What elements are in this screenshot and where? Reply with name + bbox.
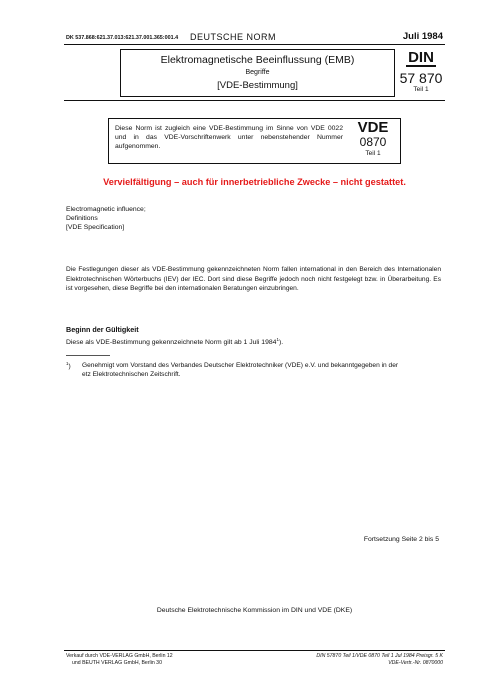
document-vde-label: [VDE-Bestimmung] [217,80,298,91]
footnote-number: 1 [66,361,69,366]
vde-number: 0870 [359,135,387,149]
document-subtitle: Begriffe [245,69,270,76]
english-title-block [66,205,146,232]
document-reference [316,653,443,667]
footnote-divider [66,355,110,356]
footnote-marker [66,361,71,370]
scope-paragraph: Die Festlegungen dieser als VDE-Bestimmung gekennzeichneten Norm fallen international in den Bereich des Internationalen Elektrotechnischen Wörterbuchs (IEV) der IEC. Dort sind diese Begriffe jedoch noch nicht festgelegt bzw. in Überarbeitung. Es ist vorgesehen, diese Begriffe bei den internationalen Beratungen einzubringen. [66,266,441,293]
title-divider [64,100,445,101]
validity-heading: Beginn der Gültigkeit [66,325,139,334]
publication-date: Juli 1984 [402,31,443,42]
header-divider [64,44,445,45]
english-title-line: Electromagnetic influence; [66,206,146,213]
vde-notice-box [108,118,401,164]
commission-name: Deutsche Elektrotechnische Kommission im DIN und VDE (DKE) [156,607,353,614]
din-logo: DIN [408,49,434,66]
validity-text [66,337,283,346]
reference-line: VDE-Vertr.-Nr. 0870000 [388,660,443,667]
validity-sentence-end: ). [278,339,284,346]
footer-divider [64,650,445,651]
english-title-line: Definitions [66,215,98,222]
din-number: 57 870 [399,70,443,86]
document-title: Elektromagnetische Beeinflussung (EMB) [160,54,355,66]
vde-number-block [346,119,400,158]
document-type-label: DEUTSCHE NORM [190,32,277,42]
validity-sentence: Diese als VDE-Bestimmung gekennzeichnete Norm gilt ab 1 Juli 1984 [66,339,277,346]
english-title-line: [VDE Specification] [66,224,125,231]
reference-line: DIN 57870 Teil 1/VDE 0870 Teil 1 Jul 1984 Preisgr. 5 K [316,653,443,659]
title-box [120,49,395,97]
vde-part: Teil 1 [365,150,381,157]
footnote-reference: 1 [276,337,279,342]
footnote-paren: ) [68,363,71,370]
vde-notice-text: Diese Norm ist zugleich eine VDE-Bestimmung im Sinne von VDE 0022 und in das VDE-Vorschriftenwerk unter nebenstehender Nummer aufgenommen. [115,125,343,151]
footnote-text: Genehmigt vom Vorstand des Verbandes Deutscher Elektrotechniker (VDE) e.V. und bekanntgegeben in der etz Elektrotechnischen Zeitschrift. [82,362,399,379]
continuation-note: Fortsetzung Seite 2 bis 5 [363,536,439,543]
publisher-line: und BEUTH VERLAG GmbH, Berlin 30 [72,660,162,667]
copy-warning: Vervielfältigung – auch für innerbetriebliche Zwecke – nicht gestattet. [103,177,406,187]
dk-classification: DK 537.868:621.37.013:621.37.001.365:001.4 [66,35,179,41]
din-part: Teil 1 [413,86,429,93]
publisher-line: Verkauf durch VDE-VERLAG GmbH, Berlin 12 [66,653,173,659]
vde-logo: VDE [357,119,389,136]
din-number-block [398,49,444,93]
publisher-info [66,653,173,667]
